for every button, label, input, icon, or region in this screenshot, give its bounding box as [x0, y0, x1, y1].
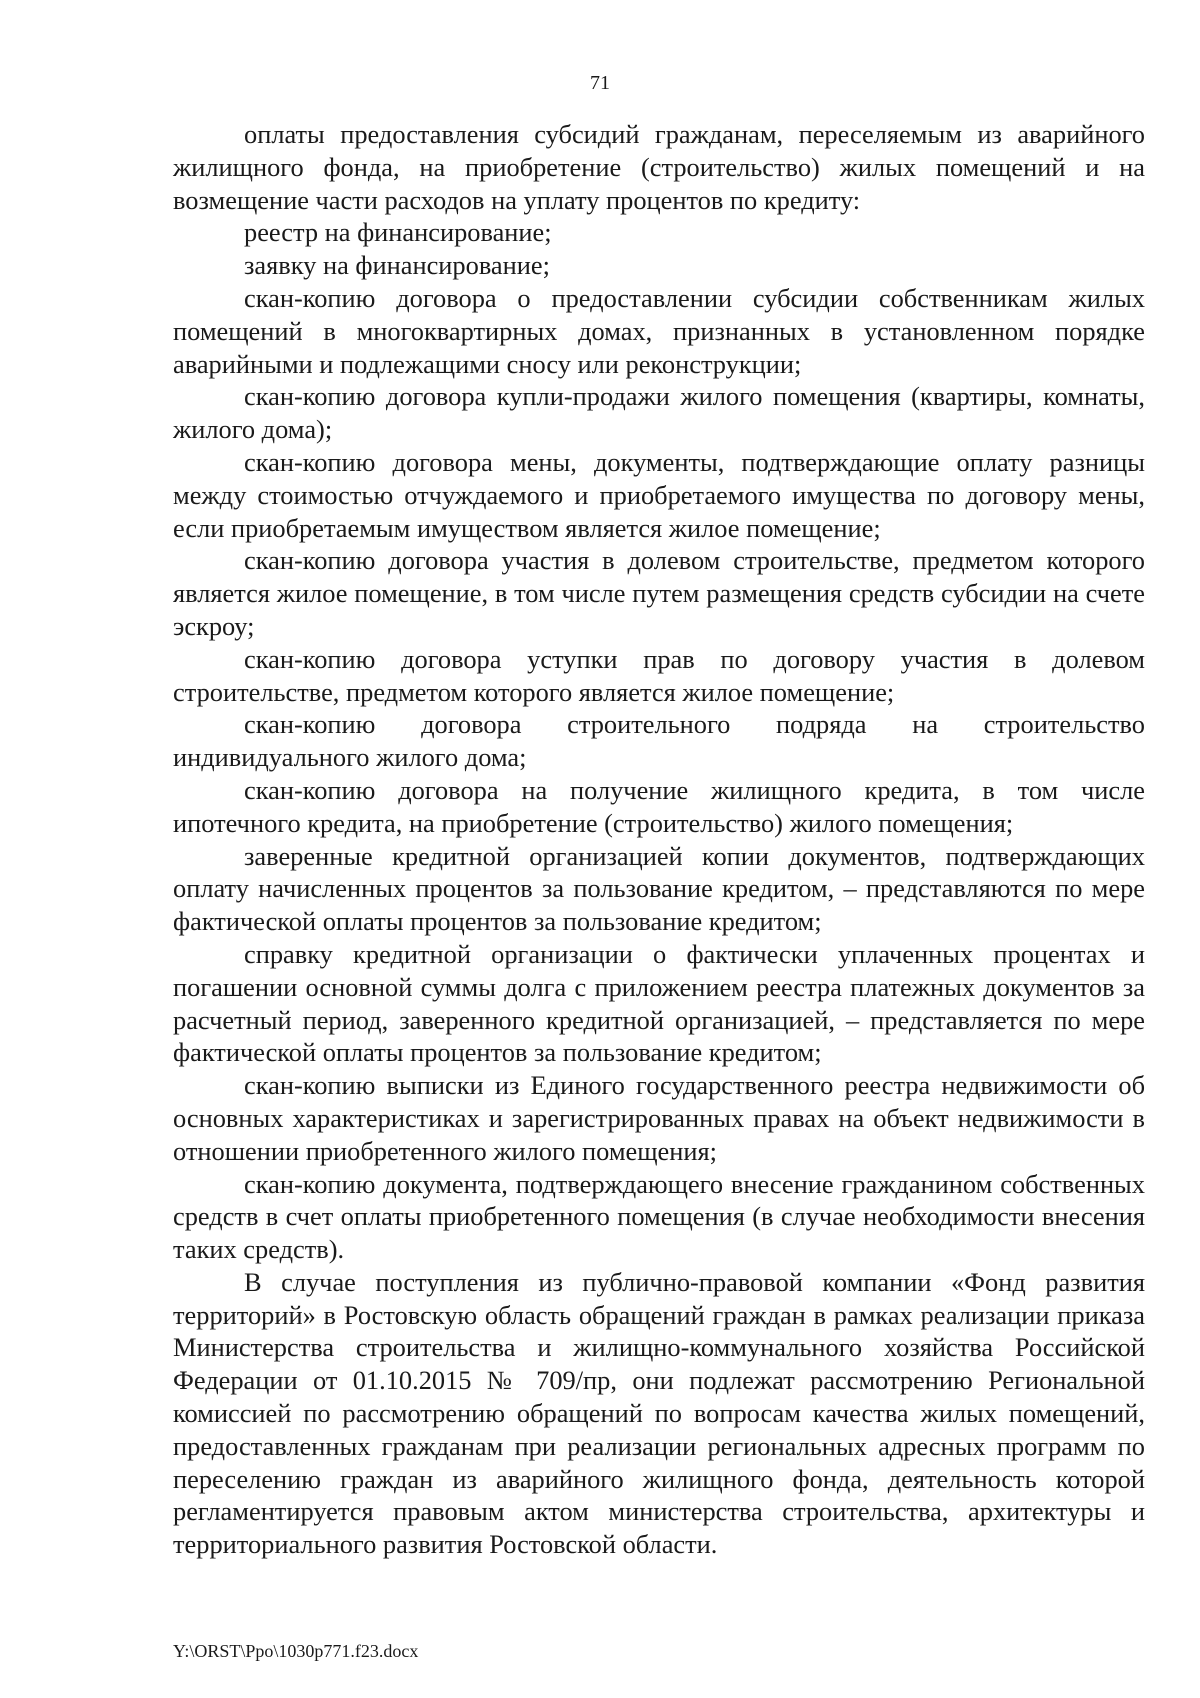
list-item-exchange-contract: скан-копию договора мены, документы, подтверждающие оплату разницы между стоимостью отчуждаемого и приобретаемого имущества по договору мены, если приобретаемым имуществом является жилое помещение;	[173, 446, 1145, 543]
list-item-bank-statement: справку кредитной организации о фактически уплаченных процентах и погашении основной суммы долга с приложением реестра платежных документов за расчетный период, заверенного кредитной организацией, – представляется по мере фактической оплаты процентов за пользование кредитом;	[173, 938, 1145, 1068]
list-item-application: заявку на финансирование;	[244, 250, 550, 281]
file-path-footer: Y:\ORST\Ppo\1030p771.f23.docx	[173, 1641, 419, 1661]
list-item-loan-contract: скан-копию договора на получение жилищного кредита, в том числе ипотечного кредита, на приобретение (строительство) жилого помещения;	[173, 774, 1145, 838]
list-item-registry: реестр на финансирование;	[244, 217, 552, 248]
paragraph-intro: оплаты предоставления субсидий гражданам, переселяемым из аварийного жилищного фонда, на приобретение (строительство) жилых помещений и на возмещение части расходов на уплату процентов по кредиту:	[173, 119, 1145, 215]
list-item-certified-copies: заверенные кредитной организацией копии документов, подтверждающих оплату начисленных процентов за пользование кредитом, – представляются по мере фактической оплаты процентов за пользование кредитом;	[173, 840, 1145, 937]
page-number: 71	[590, 72, 610, 94]
document-body	[173, 118, 1145, 1561]
list-item-registry-extract: скан-копию выписки из Единого государственного реестра недвижимости об основных характеристиках и зарегистрированных правах на объект недвижимости в отношении приобретенного жилого помещения;	[173, 1070, 1145, 1166]
list-item-purchase-contract: скан-копию договора купли-продажи жилого помещения (квартиры, комнаты, жилого дома);	[173, 381, 1145, 445]
list-item-rights-assignment: скан-копию договора уступки прав по договору участия в долевом строительстве, предметом которого является жилое помещение;	[173, 643, 1145, 707]
list-item-shared-construction: скан-копию договора участия в долевом строительстве, предметом которого является жилое помещение, в том числе путем размещения средств субсидии на счете эскроу;	[173, 545, 1145, 641]
list-item-subsidy-contract: скан-копию договора о предоставлении субсидии собственникам жилых помещений в многоквартирных домах, признанных в установленном порядке аварийными и подлежащими сносу или реконструкции;	[173, 282, 1145, 379]
list-item-own-funds: скан-копию документа, подтверждающего внесение гражданином собственных средств в счет оплаты приобретенного помещения (в случае необходимости внесения таких средств).	[173, 1168, 1145, 1265]
list-item-construction-contract: скан-копию договора строительного подряда на строительство индивидуального жилого дома;	[173, 709, 1145, 773]
paragraph-commission: В случае поступления из публично-правовой компании «Фонд развития территорий» в Ростовскую область обращений граждан в рамках реализации приказа Министерства строительства и жилищно-коммунального хозяйства Российской Федерации от 01.10.2015 № 709/пр, они подлежат рассмотрению Региональной комиссией по рассмотрению обращений по вопросам качества жилых помещений, предоставленных гражданам при реализации региональных адресных программ по переселению граждан из аварийного жилищного фонда, деятельность которой регламентируется правовым актом министерства строительства, архитектуры и территориального развития Ростовской области.	[173, 1266, 1145, 1560]
